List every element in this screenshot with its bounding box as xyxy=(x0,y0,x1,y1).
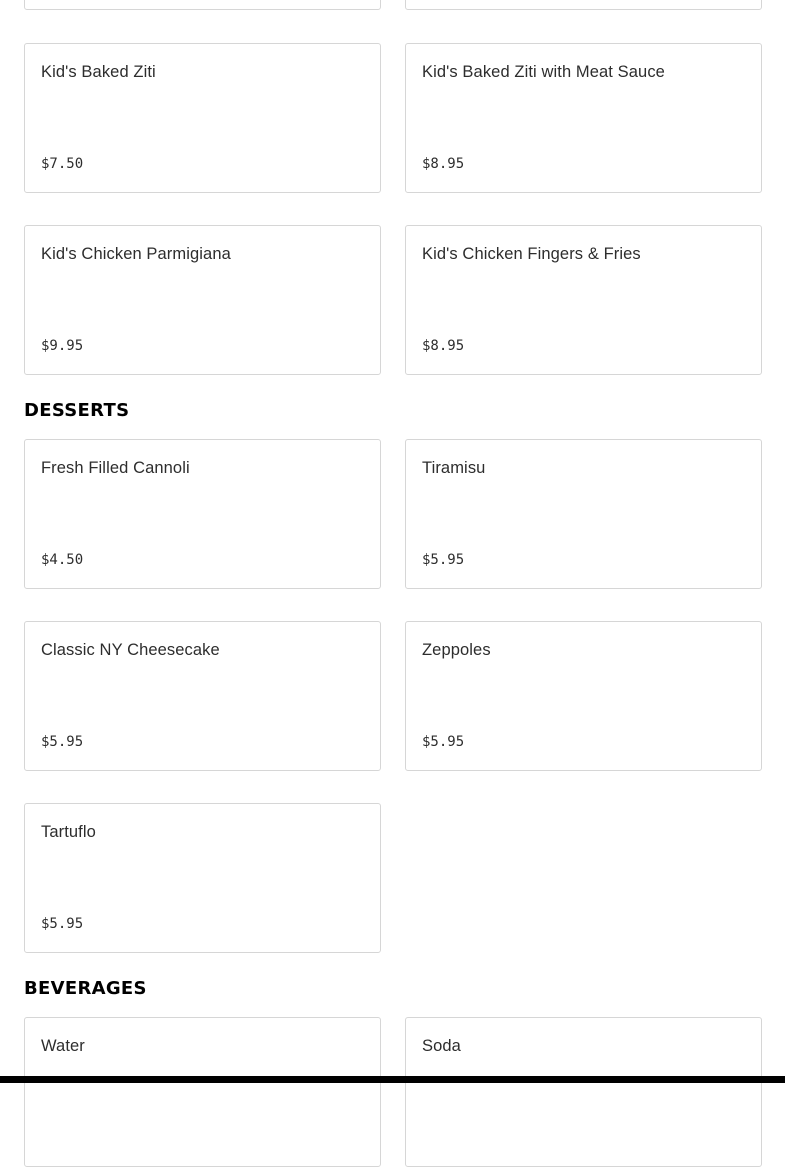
menu-item-name: Fresh Filled Cannoli xyxy=(41,459,190,477)
menu-item-price: $7.50 xyxy=(41,156,84,172)
menu-item-card[interactable] xyxy=(24,621,381,771)
menu-item-price: $5.95 xyxy=(422,552,465,568)
menu-item-name: Zeppoles xyxy=(422,641,491,659)
menu-item-card[interactable] xyxy=(405,0,762,10)
menu-item-card[interactable] xyxy=(405,225,762,375)
menu-item-price: $9.95 xyxy=(41,338,84,354)
menu-item-card[interactable] xyxy=(24,43,381,193)
menu-item-card[interactable] xyxy=(24,1017,381,1167)
menu-item-card[interactable] xyxy=(24,439,381,589)
menu-item-name: Soda xyxy=(422,1037,461,1055)
menu-item-price: $8.95 xyxy=(422,338,465,354)
menu-item-card[interactable] xyxy=(405,1017,762,1167)
menu-item-price: $5.95 xyxy=(41,734,84,750)
menu-item-card[interactable] xyxy=(24,225,381,375)
menu-item-price: $8.95 xyxy=(422,156,465,172)
menu-item-name: Tartuflo xyxy=(41,823,96,841)
menu-item-price: $4.50 xyxy=(41,552,84,568)
menu-item-card[interactable] xyxy=(405,43,762,193)
menu-item-name: Classic NY Cheesecake xyxy=(41,641,220,659)
menu-item-card[interactable] xyxy=(24,803,381,953)
menu-item-name: Tiramisu xyxy=(422,459,486,477)
menu-item-card[interactable] xyxy=(24,0,381,10)
menu-item-name: Kid's Chicken Fingers & Fries xyxy=(422,245,641,263)
menu-item-name: Kid's Baked Ziti xyxy=(41,63,156,81)
bottom-bar xyxy=(0,1076,785,1083)
section-title-desserts: DESSERTS xyxy=(24,400,130,421)
menu-item-name: Water xyxy=(41,1037,85,1055)
menu-item-name: Kid's Chicken Parmigiana xyxy=(41,245,231,263)
menu-item-card[interactable] xyxy=(405,621,762,771)
menu-item-name: Kid's Baked Ziti with Meat Sauce xyxy=(422,63,665,81)
menu-item-card[interactable] xyxy=(405,439,762,589)
menu-item-price: $5.95 xyxy=(41,916,84,932)
menu-item-price: $5.95 xyxy=(422,734,465,750)
section-title-beverages: BEVERAGES xyxy=(24,978,147,999)
